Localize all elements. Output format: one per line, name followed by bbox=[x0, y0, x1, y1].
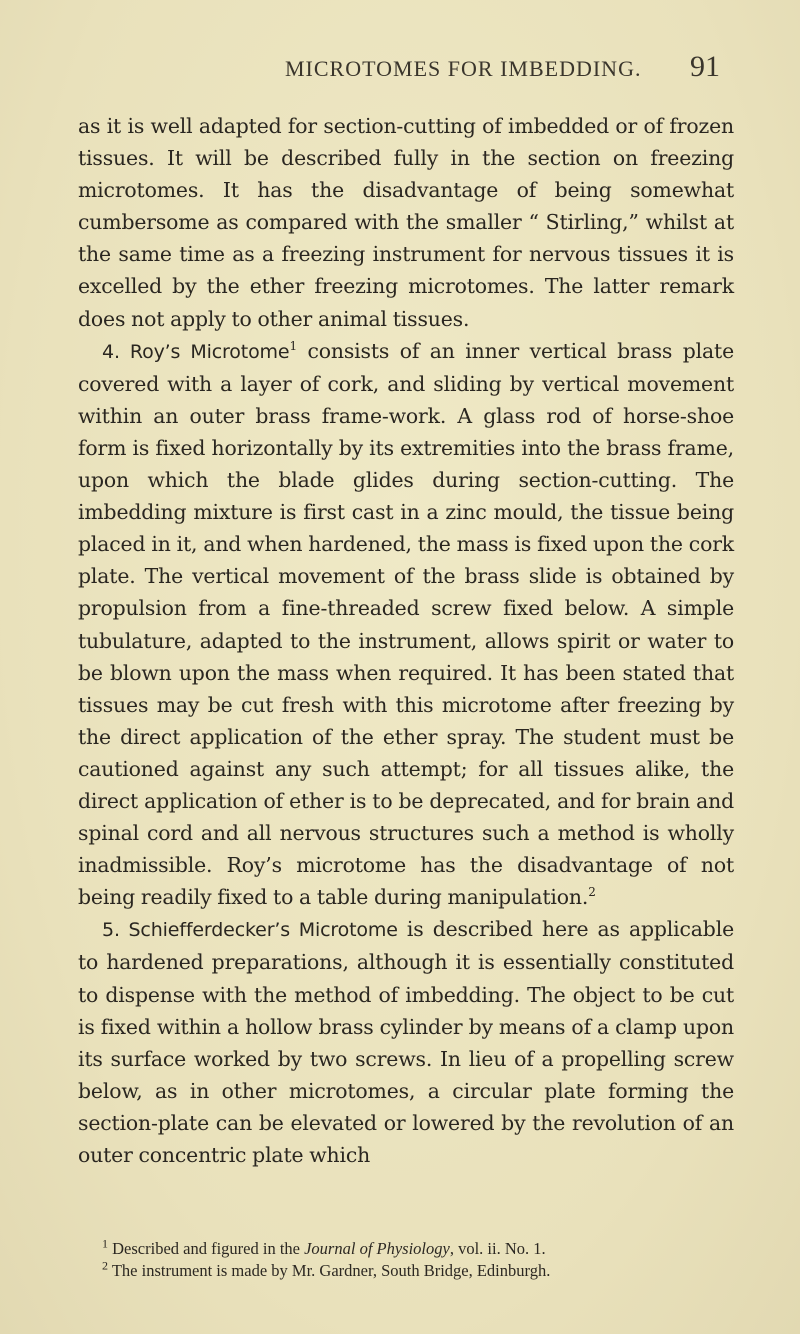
paragraph-1 bbox=[78, 110, 734, 335]
footnote-2 bbox=[78, 1260, 734, 1282]
body-text bbox=[78, 110, 734, 1171]
footnote-1-mark: 1 bbox=[102, 1236, 108, 1251]
running-head bbox=[40, 52, 760, 92]
footnote-ref-1: 1 bbox=[289, 338, 297, 353]
paragraph-3-text: is described here as applicable to hardened preparations, although it is essentially constituted to dispense with the method of imbedding. The object to be cut is fixed within a hollow brass cylinder by means of a clamp upon its surface worked by two screws. In lieu of a propelling screw below, as in other microtomes, a circular plate forming the section-plate can be elevated or lowered by the revolution of an outer concentric plate which bbox=[78, 917, 735, 1167]
paragraph-2-text: consists of an inner vertical brass plate covered with a layer of cork, and sliding by vertical movement within an outer brass frame-work. A glass rod of horse-shoe form is fixed horizontally by its extremities into the brass frame, upon which the blade glides during section-cutting. The imbedding mixture is first cast in a zinc mould, the tissue being placed in it, and when hardened, the mass is fixed upon the cork plate. The vertical movement of the brass slide is obtained by propulsion from a fine-threaded screw fixed below. A simple tubulature, adapted to the instrument, allows spirit or water to be blown upon the mass when required. It has been stated that tissues may be cut fresh with this microtome after freezing by the direct application of the ether spray. The student must be cautioned against any such attempt; for all tissues alike, the direct application of ether is to be deprecated, and for brain and spinal cord and all nervous structures such a method is wholly inadmissible. Roy’s microtome has the disadvantage of not being readily fixed to a table during manipulation. bbox=[78, 338, 734, 910]
page-number: 91 bbox=[690, 50, 720, 83]
paragraph-1-text: as it is well adapted for section-cutting of imbedded or of frozen tissues. It will be described fully in the section on freezing microtomes. It has the disadvantage of being somewhat cumbersome as compared with the smaller “ Stirling,” whilst at the same time as a freezing instrument for nervous tissues it is excelled by the ether freezing microtomes. The latter remark does not apply to other animal tissues. bbox=[78, 114, 734, 331]
footnote-1 bbox=[78, 1238, 734, 1260]
footnote-1-journal: Journal of Physiology bbox=[304, 1239, 450, 1258]
paragraph-schiefferdeckers-microtome bbox=[78, 913, 734, 1171]
footnotes bbox=[78, 1238, 734, 1282]
footnote-ref-2: 2 bbox=[588, 885, 596, 900]
section-label-schiefferdeckers-microtome: 5. Schiefferdecker’s Microtome bbox=[102, 919, 398, 942]
section-label-roys-microtome: 4. Roy’s Microtome bbox=[102, 340, 290, 363]
footnote-1-text-a: Described and figured in the bbox=[108, 1239, 305, 1258]
paragraph-roys-microtome bbox=[78, 335, 734, 914]
footnote-2-mark: 2 bbox=[102, 1258, 108, 1273]
running-title: MICROTOMES FOR IMBEDDING. bbox=[285, 56, 642, 81]
footnote-1-text-b: , vol. ii. No. 1. bbox=[449, 1239, 546, 1258]
footnote-2-text: The instrument is made by Mr. Gardner, South Bridge, Edinburgh. bbox=[108, 1261, 551, 1280]
